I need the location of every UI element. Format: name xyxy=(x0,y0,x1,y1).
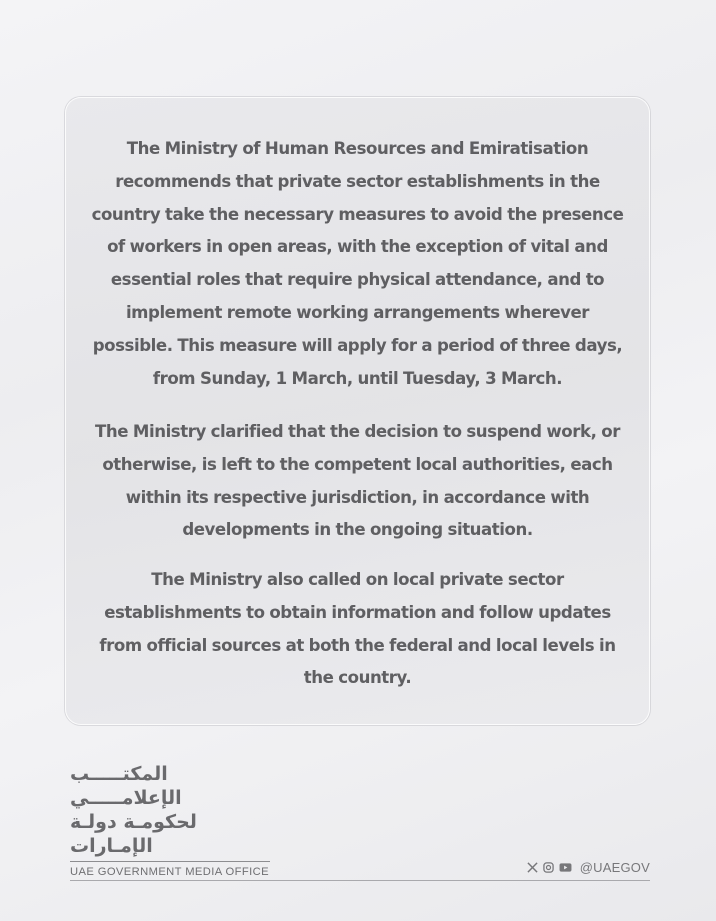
x-icon[interactable] xyxy=(527,862,538,873)
announcement-card xyxy=(65,97,650,725)
logo-divider xyxy=(70,861,270,862)
social-links xyxy=(527,860,650,875)
footer-divider xyxy=(70,880,650,881)
youtube-icon[interactable] xyxy=(559,862,572,873)
logo-arabic-line-1: المكتـــــب الإعلامـــــي xyxy=(70,763,182,809)
logo-arabic-line-2: لحكومـة دولـة الإمـارات xyxy=(70,811,197,857)
logo-english-name: UAE GOVERNMENT MEDIA OFFICE xyxy=(70,866,269,878)
media-office-logo xyxy=(70,762,272,878)
paragraph-clarification: The Ministry clarified that the decision to suspend work, or otherwise, is left to the competent local authorities, each within its respective jurisdiction, in accordance with developments in the ongoing situation. xyxy=(95,422,620,540)
instagram-icon[interactable] xyxy=(543,862,554,873)
social-handle[interactable]: @UAEGOV xyxy=(579,860,650,875)
paragraph-recommendation: The Ministry of Human Resources and Emiratisation recommends that private sector establishments in the country take the necessary measures to avoid the presence of workers in open areas, with the exception of vital and essential roles that require physical attendance, and to implement remote working arrangements wherever possible. This measure will apply for a period of three days, from Sunday, 1 March, until Tuesday, 3 March. xyxy=(91,139,624,388)
paragraph-updates: The Ministry also called on local private sector establishments to obtain information and follow updates from official sources at both the federal and local levels in the country. xyxy=(99,570,616,688)
